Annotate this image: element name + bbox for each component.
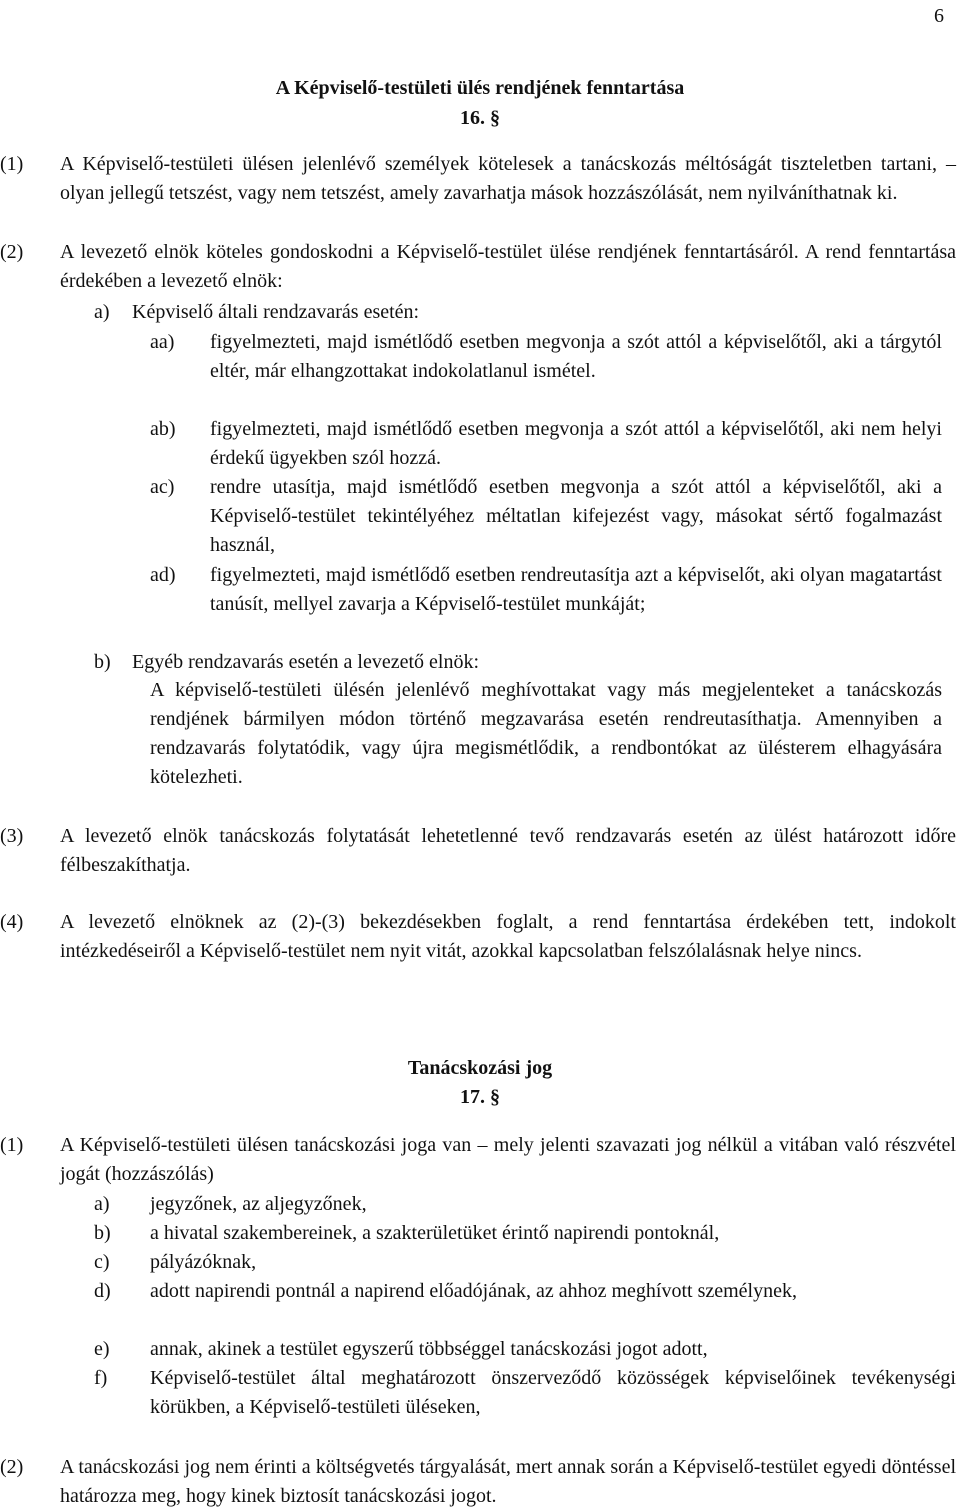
list-label: e) (94, 1338, 110, 1360)
list-text: annak, akinek a testület egyszerű többséggel tanácskozási jogot adott, (150, 1338, 708, 1360)
paragraph-17-1 (0, 1131, 956, 1189)
section-number: 16. § (460, 107, 500, 129)
page-number: 6 (934, 5, 944, 27)
paragraph-number: (3) (0, 825, 24, 847)
paragraph-number: (2) (0, 241, 24, 263)
list-label: ab) (150, 418, 176, 440)
section-title: Tanácskozási jog (407, 1057, 553, 1079)
paragraph-number: (1) (0, 1134, 24, 1156)
list-label: aa) (150, 331, 175, 353)
list-item-b (94, 1219, 956, 1248)
list-label: b) (94, 651, 111, 673)
paragraph-17-2 (0, 1453, 956, 1511)
list-text: a hivatal szakembereinek, a szakterületüket érintő napirendi pontoknál, (150, 1222, 720, 1244)
list-text: pályázóknak, (150, 1251, 257, 1273)
paragraph-text: A levezető elnöknek az (2)-(3) bekezdésekben foglalt, a rend fenntartása érdekében tett, indokolt intézkedéseiről a Képviselő-testület nem nyit vitát, azokkal kapcsolatban felszólalásnak helye nincs. (60, 911, 956, 962)
list-label: ac) (150, 476, 175, 498)
list-item-ac (150, 473, 942, 560)
list-text: A képviselő-testületi ülésén jelenlévő meghívottakat vagy más megjelenteket a tanácskozás rendjének bármilyen módon történő megzavarása esetén rendreutasíthatja. Amennyiben a rendzavarás folytatódik, vagy újra megismétlődik, a rendbontókat az ülésterem elhagyására kötelezheti. (150, 679, 942, 788)
list-text: Egyéb rendzavarás esetén a levezető elnök: (132, 651, 480, 673)
list-item-d (94, 1277, 854, 1306)
paragraph-number: (2) (0, 1456, 24, 1478)
list-item-b (94, 648, 956, 677)
list-label: a) (94, 1193, 110, 1215)
list-text: rendre utasítja, majd ismétlődő esetben megvonja a szót attól a képviselőtől, aki a Képviselő-testület tekintélyéhez méltatlan kifejezést vagy, másokat sértő fogalmazást használ, (210, 476, 942, 556)
paragraph-text: A levezető elnök köteles gondoskodni a Képviselő-testület ülése rendjének fenntartásáról. A rend fenntartása érdekében a levezető elnök: (60, 241, 956, 292)
paragraph-text: A tanácskozási jog nem érinti a költségvetés tárgyalását, mert annak során a Képviselő-testület egyedi döntéssel határozza meg, hogy kinek biztosít tanácskozási jogot. (60, 1456, 956, 1507)
list-item-a (94, 298, 956, 327)
list-item-ab (150, 415, 942, 473)
paragraph-text: A Képviselő-testületi ülésen tanácskozási joga van – mely jelenti szavazati jog nélkül a vitában való részvétel jogát (hozzászólás) (60, 1134, 956, 1185)
list-text: Képviselő általi rendzavarás esetén: (132, 301, 420, 323)
list-text: Képviselő-testület által meghatározott önszerveződő közösségek képviselőinek tevékenységi körükben, a Képviselő-testületi üléseken, (150, 1367, 956, 1418)
paragraph-16-1 (0, 150, 956, 208)
paragraph-16-4 (0, 908, 956, 966)
paragraph-text: A levezető elnök tanácskozás folytatását lehetetlenné tevő rendzavarás esetén az ülést határozott időre félbeszakíthatja. (60, 825, 956, 876)
list-text: figyelmezteti, majd ismétlődő esetben megvonja a szót attól a képviselőtől, aki nem helyi érdekű ügyekben szól hozzá. (210, 418, 942, 469)
list-label: f) (94, 1367, 108, 1389)
paragraph-16-3 (0, 822, 956, 880)
list-item-ad (150, 561, 942, 619)
list-label: a) (94, 301, 110, 323)
paragraph-text: A Képviselő-testületi ülésen jelenlévő személyek kötelesek a tanácskozás méltóságát tiszteletben tartani, – olyan jellegű tetszést, vagy nem tetszést, amely zavarhatja mások hozzászólását, nem nyilváníthatnak ki. (60, 153, 956, 204)
list-item-e (94, 1335, 956, 1364)
section-title: A Képviselő-testületi ülés rendjének fenntartása (275, 77, 685, 99)
list-item-aa (150, 328, 942, 386)
section-number: 17. § (460, 1086, 500, 1108)
list-text: figyelmezteti, majd ismétlődő esetben rendreutasítja azt a képviselőt, aki olyan magatartást tanúsít, mellyel zavarja a Képviselő-testület munkáját; (210, 564, 942, 615)
list-label: b) (94, 1222, 111, 1244)
list-item-a (94, 1190, 956, 1219)
paragraph-number: (1) (0, 153, 24, 175)
list-label: d) (94, 1280, 111, 1302)
list-text: figyelmezteti, majd ismétlődő esetben megvonja a szót attól a képviselőtől, aki a tárgytól eltér, már elhangzottakat indokolatlanul ismétel. (210, 331, 942, 382)
list-text: jegyzőnek, az aljegyzőnek, (150, 1193, 367, 1215)
paragraph-number: (4) (0, 911, 24, 933)
list-item-c (94, 1248, 956, 1277)
list-label: c) (94, 1251, 110, 1273)
list-label: ad) (150, 564, 176, 586)
paragraph-16-2 (0, 238, 956, 296)
list-item-f (94, 1364, 956, 1422)
list-item-b-body (150, 676, 942, 792)
list-text: adott napirendi pontnál a napirend előadójának, az ahhoz meghívott személynek, (150, 1280, 797, 1302)
